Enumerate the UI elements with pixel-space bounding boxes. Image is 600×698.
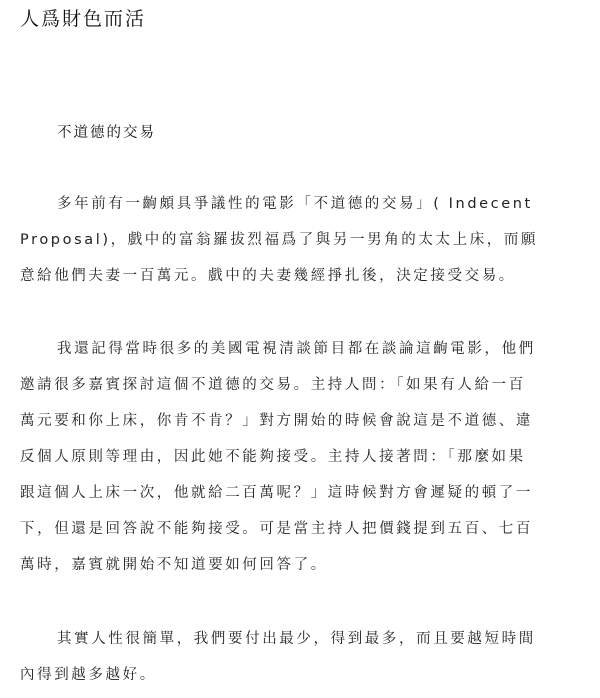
section-heading: 不道德的交易 [57,125,156,141]
paragraph-line: Proposal)，戲中的富翁羅拔烈福爲了與另一男角的太太上床，而願 [20,232,539,248]
paragraph-line: 我還記得當時很多的美國電視清談節目都在談論這齣電影，他們 [57,341,536,357]
paragraph-line: 下，但還是回答說不能夠接受。可是當主持人把價錢提到五百、七百 [20,521,533,537]
paragraph-line: 其實人性很簡單，我們要付出最少，得到最多，而且要越短時間 [57,631,536,647]
paragraph [20,186,580,294]
paragraph-line: 萬時，嘉賓就開始不知道要如何回答了。 [20,557,328,573]
paragraph-line: 萬元要和你上床，你肯不肯？」對方開始的時候會說這是不道德、違 [20,413,533,429]
paragraph [20,621,580,693]
paragraph-line: 內得到越多越好。 [20,667,157,683]
paragraph [20,331,580,583]
paragraph-line: 邀請很多嘉賓探討這個不道德的交易。主持人問：「如果有人給一百 [20,377,526,393]
paragraph-line: 意給他們夫妻一百萬元。戲中的夫妻幾經掙扎後，決定接受交易。 [20,268,516,284]
page-title: 人爲財色而活 [20,8,147,30]
paragraph-line: 反個人原則等理由，因此她不能夠接受。主持人接著問：「那麼如果 [20,449,526,465]
paragraph-line: 跟這個人上床一次，他就給二百萬呢？」這時候對方會遲疑的頓了一 [20,485,533,501]
paragraph-line: 多年前有一齣頗具爭議性的電影「不道德的交易」( Indecent [57,196,533,212]
